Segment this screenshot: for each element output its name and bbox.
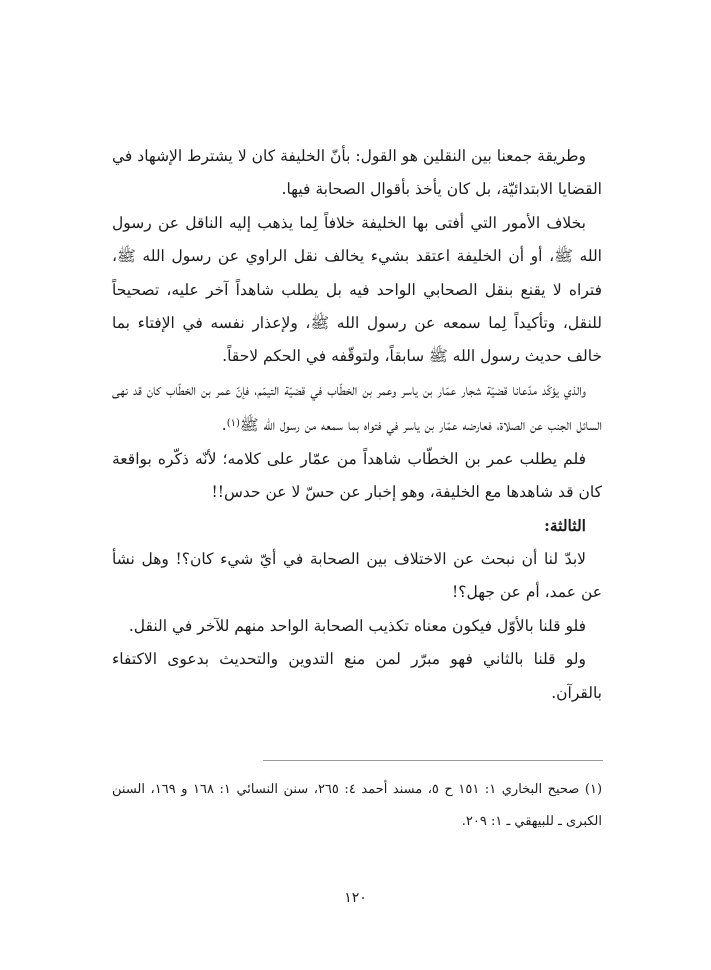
footnotes <box>112 774 602 838</box>
paragraph-3-end: . <box>221 416 227 435</box>
page-number: ١٢٠ <box>344 890 367 906</box>
paragraph-6: فلو قلنا بالأوّل فيكون معناه تكذيب الصحابة الواحد منهم للآخر في النقل. <box>128 616 586 635</box>
footnote-1: (١) صحيح البخاري ١: ١٥١ ح ٥، مسند أحمد ٤: ٢٦٥، سنن النسائي ١: ١٦٨ و ١٦٩، السنن الكبرى ـ للبيهقي ـ ١: ٢٠٩. <box>112 782 603 829</box>
section-heading: الثالثة: <box>544 516 586 536</box>
paragraph-3 <box>112 374 602 443</box>
paragraph-4: فلم يطلب عمر بن الخطّاب شاهداً من عمّار على كلامه؛ لأنّه ذكّره بواقعة كان قد شاهدها مع الخليفة، وهو إخبار عن حسّ لا عن حدس!! <box>112 449 602 502</box>
paragraph-7: ولو قلنا بالثاني فهو مبرّر لمن منع التدوين والتحديث بدعوى الاكتفاء بالقرآن. <box>112 650 602 702</box>
footnote-reference: (١) <box>226 418 240 430</box>
main-text <box>112 140 602 710</box>
paragraph-2: بخلاف الأمور التي أفتى بها الخليفة خلافاً لِما يذهب إليه الناقل عن رسول الله ﷺ، أو أن الخليفة اعتقد بشيء يخالف نقل الراوي عن رسول الله ﷺ، فتراه لا يقنع بنقل الصحابي الواحد فيه بل يطلب شاهداً آخر عليه، تصحيحاً للنقل، وتأكيداً لِما سمعه عن رسول الله ﷺ، ولإعذار نفسه في الإفتاء بما خالف حديث رسول الله ﷺ سابقاً، ولتوقّفه في الحكم لاحقاً. <box>112 213 602 366</box>
paragraph-1: وطريقة جمعنا بين النقلين هو القول: بأنّ الخليفة كان لا يشترط الإشهاد في القضايا الابتدائيّة، بل كان يأخذ بأقوال الصحابة فيها. <box>112 147 602 199</box>
footnote-divider <box>263 760 603 761</box>
paragraph-3-text: والذي يؤكّد مدّعانا قضيّة شجار عمّار بن ياسر وعمر بن الخطّاب في قضيّة التيمّم، فإنّ عمر بن الخطّاب كان قد نهى السائل الجنب عن الصلاة، فعارضه عمّار بن ياسر في فتواه بما سمعه من رسول الله ﷺ <box>112 380 602 435</box>
paragraph-5: لابدّ لنا أن نبحث عن الاختلاف بين الصحابة في أيّ شيء كان؟! وهل نشأ عن عمد، أم عن جهل؟! <box>112 549 602 602</box>
